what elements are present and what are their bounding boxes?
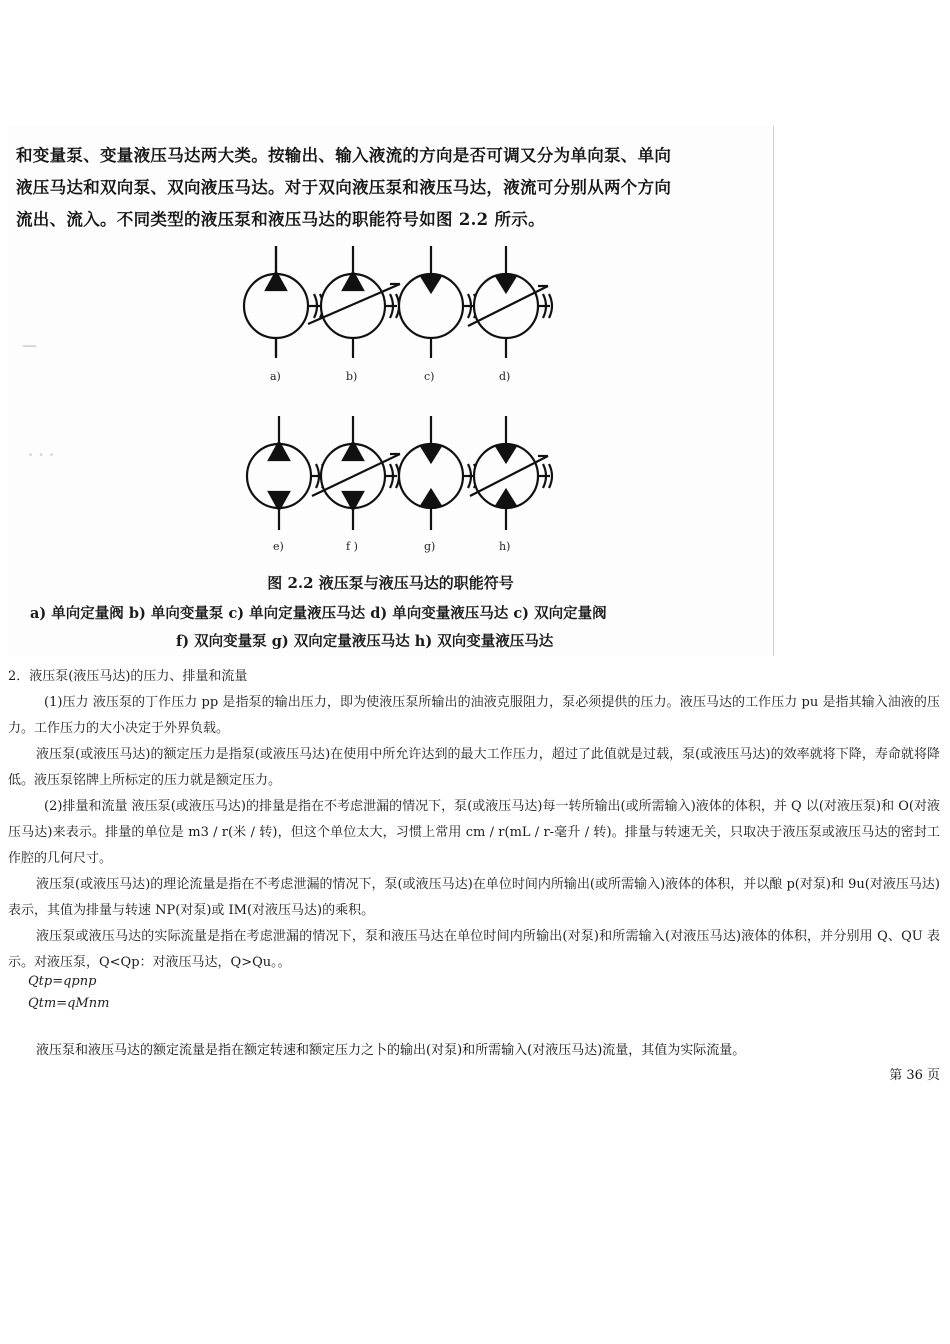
document-body xyxy=(8,664,940,976)
hydraulic-symbols-diagram xyxy=(8,126,773,566)
label-b: b) xyxy=(346,370,358,383)
formula-pump-flow: Qtp=qpnp xyxy=(28,974,97,989)
label-h: h) xyxy=(499,540,511,553)
intro-line-3: 流出、流入。不同类型的液压泵和液压马达的职能符号如图 2.2 所示。 xyxy=(16,210,545,229)
paragraph-rated-flow: 液压泵和液压马达的额定流量是指在额定转速和额定压力之卜的输出(对泵)和所需输入(对液压马达)流量，其值为实际流量。 xyxy=(36,1043,746,1058)
intro-line-2: 液压马达和双向泵、双向液压马达。对于双向液压泵和液压马达，液流可分别从两个方向 xyxy=(16,178,672,197)
formula-motor-flow: Qtm=qMnm xyxy=(28,996,110,1011)
label-c: c) xyxy=(424,370,435,383)
page-number: 第 36 页 xyxy=(889,1068,940,1083)
label-g: g) xyxy=(424,540,436,553)
paragraph-rated-pressure: 液压泵(或液压马达)的额定压力是指泵(或液压马达)在使用中所允许达到的最大工作压力，超过了此值就是过载，泵(或液压马达)的效率就将下降，寿命就将降低。液压泵铭牌上所标定的压力就是额定压力。 xyxy=(8,747,940,788)
label-e: e) xyxy=(273,540,284,553)
figure-title: 图 2.2 液压泵与液压马达的职能符号 xyxy=(267,574,514,592)
section-heading: 2．液压泵(液压马达)的压力、排量和流量 xyxy=(8,669,248,684)
paragraph-displacement: (2)排量和流量 液压泵(或液压马达)的排量是指在不考虑泄漏的情况下，泵(或液压马达)每一转所输出(或所需输入)液体的体积，并 Q 以(对液压泵)和 O(对液压马达)来表示。排量的单位是 m3 / r(米 / 转)，但这个单位太大，习惯上常用 cm / r(mL / r-毫升 / 转)。排量与转速无关，只取决于液压泵或液压马达的密封工作腔的几何尺寸。 xyxy=(8,799,940,866)
label-a: a) xyxy=(270,370,281,383)
paragraph-theoretical-flow: 液压泵(或液压马达)的理论流量是指在不考虑泄漏的情况下，泵(或液压马达)在单位时间内所输出(或所需输入)液体的体积，并以酿 p(对泵)和 9u(对液压马达)表示，其值为排量与转速 NP(对泵)或 IM(对液压马达)的乘积。 xyxy=(8,877,940,918)
paragraph-pressure: (1)压力 液压泵的丁作压力 pp 是指泵的输出压力，即为使液压泵所输出的油液克服阻力，泵必须提供的压力。液压马达的工作压力 pu 是指其输入油液的压力。工作压力的大小决定于外界负载。 xyxy=(8,695,940,736)
paragraph-actual-flow: 液压泵或液压马达的实际流量是指在考虑泄漏的情况下，泵和液压马达在单位时间内所输出(对泵)和所需输入(对液压马达)液体的体积，并分别用 Q、QU 表示。对液压泵，Q<Qp：对液压马达，Q>Qu。。 xyxy=(8,929,940,970)
scanned-figure: 和变量泵、变量液压马达两大类。按输出、输入液流的方向是否可调又分为单向泵、单向 液压马达和双向泵、双向液压马达。对于双向液压泵和液压马达，液流可分别从两个方向 流出、流入。不同类型的液压泵和液压马达的职能符号如图 2.2 所示。 — · · · a) b) c) d) e) f ) g) h) 图 2.2 液压泵与液压马达的职能符号 a) 单向定量阀 b) 单向变量泵 c) 单向定量液压马达 d) 单向变量液压马达 c) 双向定量阀 f) 双向变量泵 g) 双向定量液压马达 h) 双向变量液压马达 xyxy=(8,126,774,656)
label-f: f ) xyxy=(346,540,358,553)
figure-caption-line-2: f) 双向变量泵 g) 双向定量液压马达 h) 双向变量液压马达 xyxy=(176,633,554,650)
figure-caption-line-1: a) 单向定量阀 b) 单向变量泵 c) 单向定量液压马达 d) 单向变量液压马达 c) 双向定量阀 xyxy=(30,605,607,622)
intro-line-1: 和变量泵、变量液压马达两大类。按输出、输入液流的方向是否可调又分为单向泵、单向 xyxy=(16,146,672,165)
label-d: d) xyxy=(499,370,511,383)
